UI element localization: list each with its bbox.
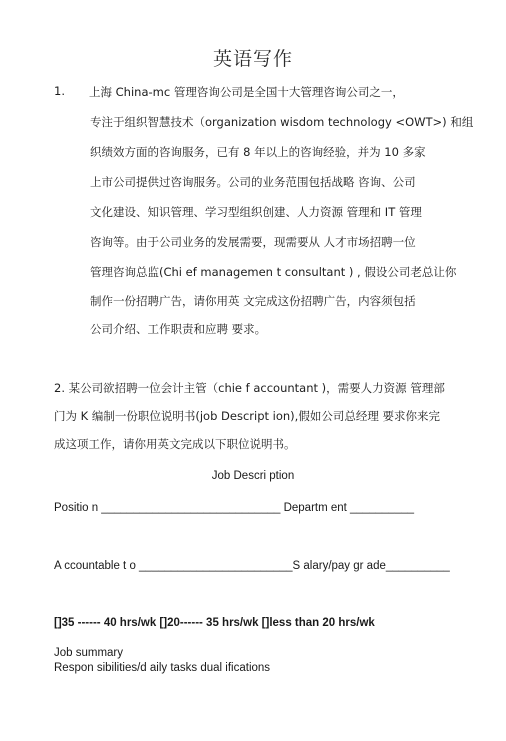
question-1-number: 1.	[54, 84, 65, 98]
question-1-first-line: 上海 China-mc 管理咨询公司是全国十大管理咨询公司之一，	[89, 85, 404, 99]
question-1-line: 织绩效方面的咨询服务，已有 8 年以上的咨询经验，并为 10 多家	[90, 145, 426, 159]
question-1-line: 文化建设、知识管理、学习型组织创建、人力资源 管理和 IT 管理	[90, 205, 422, 219]
question-1-line: 制作一份招聘广告，请你用英 文完成这份招聘广告，内容须包括	[90, 294, 416, 308]
question-1-line: 公司介绍、工作职责和应聘 要求。	[90, 322, 267, 336]
accountable-salary-line: A ccountable t o ________________________S alary/pay gr ade__________	[54, 560, 450, 572]
position-department-line: Positio n ____________________________ Departm ent __________	[54, 502, 415, 514]
page-title: 英语写作	[212, 48, 293, 70]
question-2-line: 成这项工作，请你用英文完成以下职位说明书。	[54, 437, 296, 451]
responsibilities-label: Respon sibilities/d aily tasks dual ifications	[54, 662, 271, 674]
question-1-line: 管理咨询总监(Chi ef managemen t consultant ) , 假设公司老总让你	[90, 265, 457, 279]
job-description-heading: Job Descri ption	[211, 470, 295, 482]
job-summary-label: Job summary	[54, 647, 124, 659]
question-1-line: 上市公司提供过咨询服务。公司的业务范围包括战略 咨询、公司	[90, 175, 416, 189]
question-2-line: 门为 K 编制一份职位说明书(job Descript ion),假如公司总经理 要求你来完	[54, 409, 440, 423]
work-hours-line: []35 ------ 40 hrs/wk []20------ 35 hrs/wk []less than 20 hrs/wk	[54, 617, 375, 629]
question-2-line: 2. 某公司欲招聘一位会计主管（chie f accountant )，需要人力资源 管理部	[54, 381, 445, 395]
question-1-line: 专注于组织智慧技术（organization wisdom technology <OWT>) 和组	[90, 115, 474, 129]
question-1-line: 咨询等。由于公司业务的发展需要，现需要从 人才市场招聘一位	[90, 235, 416, 249]
